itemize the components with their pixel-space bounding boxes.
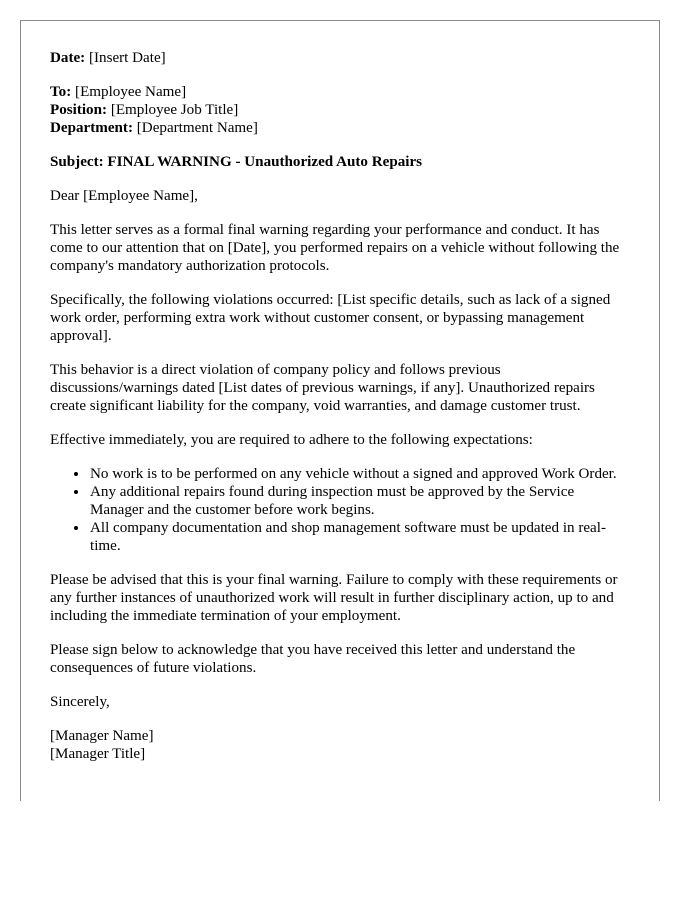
paragraph-final-warning: Please be advised that this is your final warning. Failure to comply with these requirements or any further instances of unauthorized work will result in further disciplinary action, up to and including the immediate termination of your employment. <box>50 572 618 624</box>
salutation: Dear [Employee Name], <box>50 188 198 204</box>
department-label: Department: <box>50 120 133 136</box>
date-value: [Insert Date] <box>88 50 166 66</box>
date-label: Date: <box>50 50 86 66</box>
position-line <box>50 101 631 119</box>
position-label: Position: <box>50 102 108 118</box>
manager-title: [Manager Title] <box>50 746 146 762</box>
manager-name: [Manager Name] <box>50 728 154 744</box>
paragraph-formal-warning: This letter serves as a formal final warning regarding your performance and conduct. It has come to our attention that on [Date], you performed repairs on a vehicle without following the company's mandatory authorization protocols. <box>50 222 620 274</box>
expectations-list <box>50 465 631 555</box>
expectation-item: • All company documentation and shop management software must be updated in real-time. <box>89 519 631 555</box>
paragraph-expectations-intro: Effective immediately, you are required to adhere to the following expectations: <box>50 432 533 448</box>
department-value: [Department Name] <box>136 120 258 136</box>
paragraph-policy-violation: This behavior is a direct violation of company policy and follows previous discussions/warnings dated [List dates of previous warnings, if any]. Unauthorized repairs create significant liability for the company, void warranties, and damage customer trust. <box>50 362 595 414</box>
to-value: [Employee Name] <box>75 84 187 100</box>
expectation-item: • Any additional repairs found during inspection must be approved by the Service Manager and the customer before work begins. <box>89 483 631 519</box>
subject-line <box>50 153 631 171</box>
expectation-item: • No work is to be performed on any vehicle without a signed and approved Work Order. <box>89 465 631 483</box>
position-value: [Employee Job Title] <box>110 102 239 118</box>
closing: Sincerely, <box>50 694 110 710</box>
signature-block <box>50 727 631 763</box>
warning-letter <box>20 20 660 801</box>
paragraph-violations: Specifically, the following violations occurred: [List specific details, such as lack of a signed work order, performing extra work without customer consent, or bypassing management approval]. <box>50 292 611 344</box>
subject-text: Subject: FINAL WARNING - Unauthorized Auto Repairs <box>50 154 423 170</box>
to-label: To: <box>50 84 72 100</box>
recipient-block <box>50 83 631 137</box>
to-line <box>50 83 631 101</box>
date-line <box>50 49 631 67</box>
department-line <box>50 119 631 137</box>
paragraph-acknowledgement: Please sign below to acknowledge that you have received this letter and understand the consequences of future violations. <box>50 642 576 676</box>
